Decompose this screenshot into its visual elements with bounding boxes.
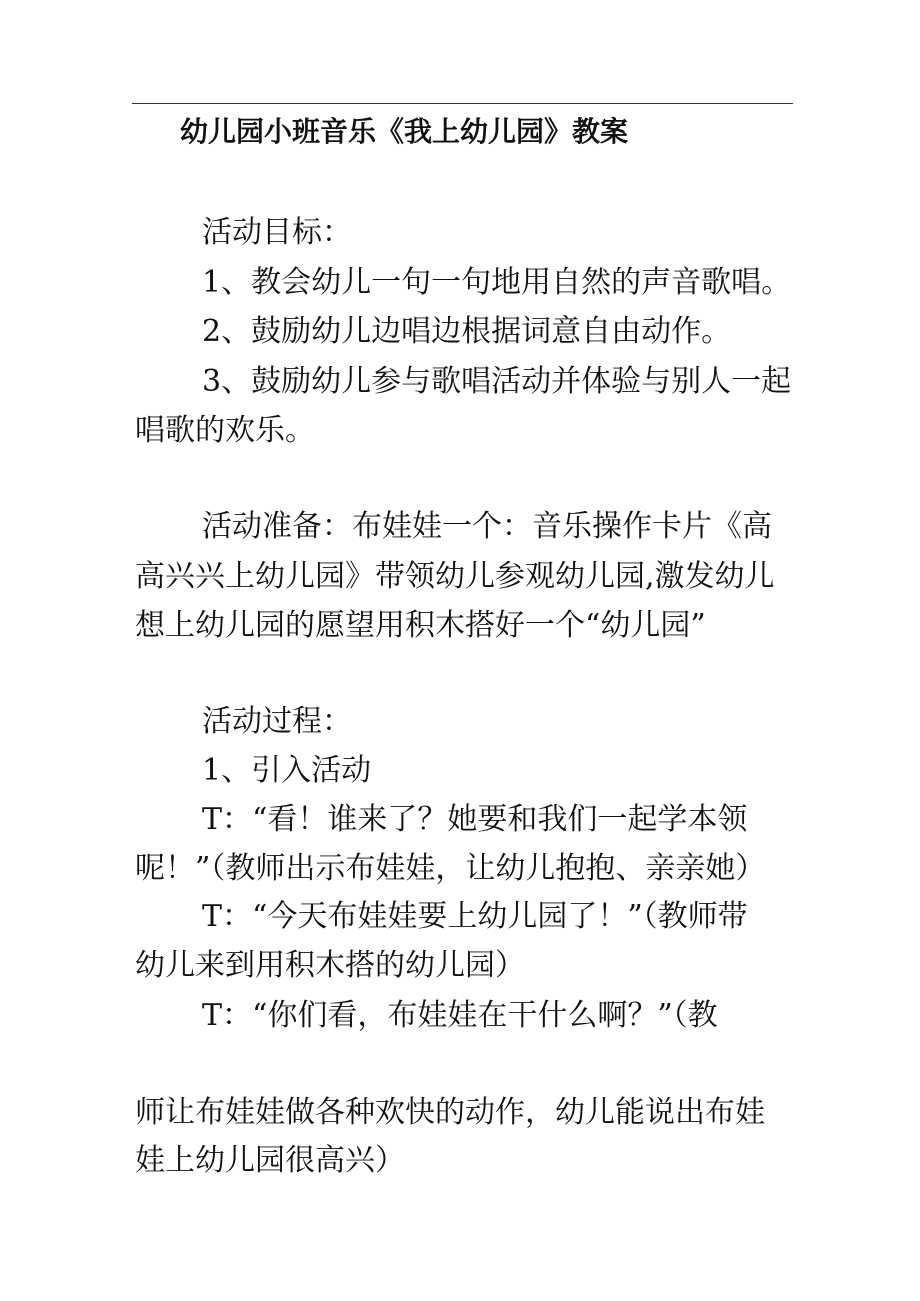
process-heading: 活动过程： xyxy=(202,704,352,739)
dialogue-1-line-2: 呢！”（教师出示布娃娃，让幼儿抱抱、亲亲她） xyxy=(135,851,766,886)
objective-3-line-2: 唱歌的欢乐。 xyxy=(135,413,315,448)
dialogue-3-line-1: T：“你们看，布娃娃在干什么啊？”（教 xyxy=(202,998,718,1033)
objective-1: 1、教会幼儿一句一句地用自然的声音歌唱。 xyxy=(202,265,792,300)
dialogue-3-line-2: 师让布娃娃做各种欢快的动作，幼儿能说出布娃 xyxy=(135,1095,765,1130)
preparation-line-2: 高兴兴上幼儿园》带领幼儿参观幼儿园,激发幼儿 xyxy=(135,559,775,594)
process-step-1: 1、引入活动 xyxy=(202,753,372,788)
dialogue-3-line-3: 娃上幼儿园很高兴） xyxy=(135,1143,405,1178)
objective-3-line-1: 3、鼓励幼儿参与歌唱活动并体验与别人一起 xyxy=(202,364,792,399)
objectives-heading: 活动目标： xyxy=(202,215,352,250)
header-rule xyxy=(132,103,793,104)
preparation-line-1: 活动准备：布娃娃一个：音乐操作卡片《高 xyxy=(202,509,772,544)
dialogue-1-line-1: T：“看！谁来了？她要和我们一起学本领 xyxy=(202,802,748,837)
preparation-line-3: 想上幼儿园的愿望用积木搭好一个“幼儿园” xyxy=(135,608,706,643)
dialogue-2-line-1: T：“今天布娃娃要上幼儿园了！”（教师带 xyxy=(202,899,748,934)
dialogue-2-line-2: 幼儿来到用积木搭的幼儿园） xyxy=(135,948,525,983)
objective-2: 2、鼓励幼儿边唱边根据词意自由动作。 xyxy=(202,314,732,349)
document-title: 幼儿园小班音乐《我上幼儿园》教案 xyxy=(180,115,629,148)
